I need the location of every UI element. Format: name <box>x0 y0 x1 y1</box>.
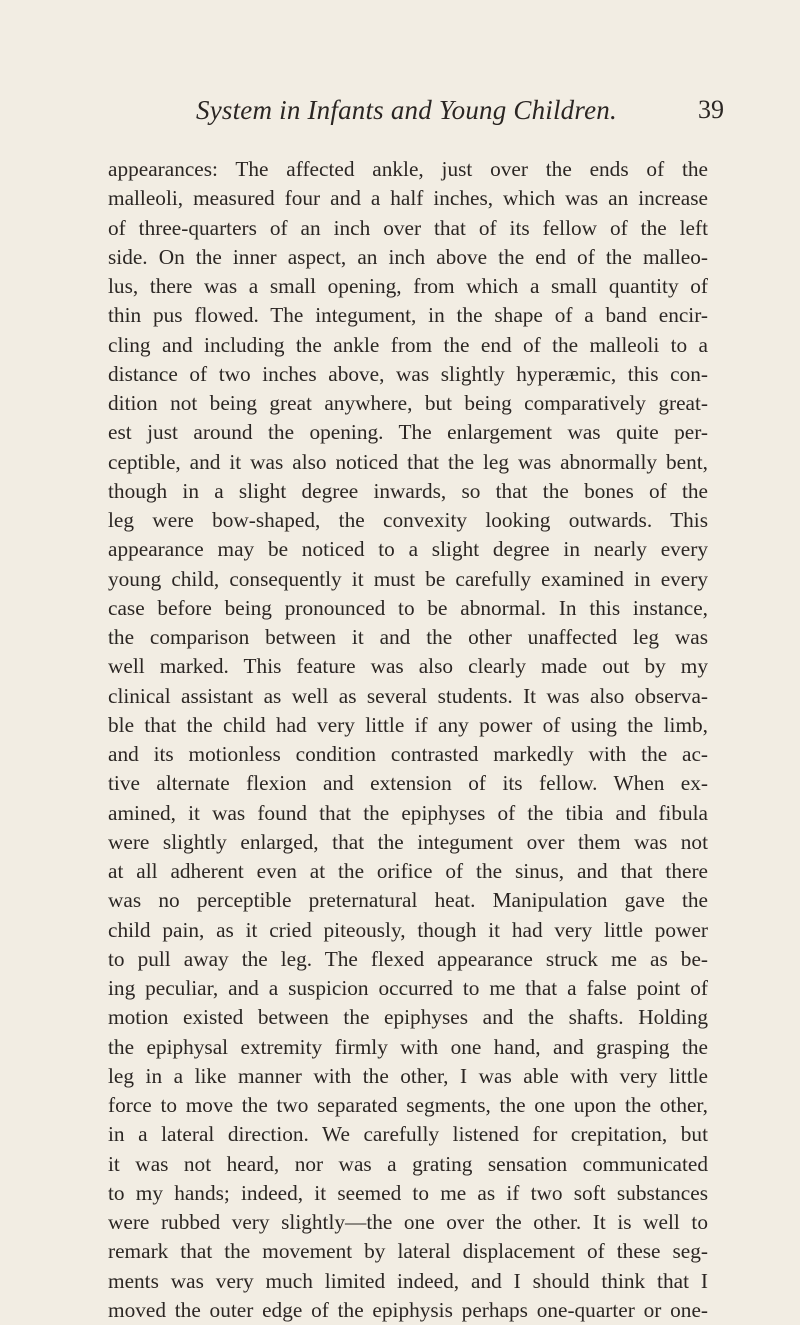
text-line: amined, it was found that the epiphyses of the tibia and fibula <box>108 800 708 825</box>
text-line: distance of two inches above, was slightly hyperæmic, this con- <box>108 361 708 386</box>
text-line: thin pus flowed. The integument, in the shape of a band encir- <box>108 303 708 328</box>
text-line: leg were bow-shaped, the convexity looking outwards. This <box>108 508 708 532</box>
text-line: ceptible, and it was also noticed that the leg was abnormally bent, <box>108 449 708 474</box>
text-line: malleoli, measured four and a half inches, which was an increase <box>108 186 708 211</box>
text-line: case before being pronounced to be abnormal. In this instance, <box>108 595 708 620</box>
text-line: appearances: The affected ankle, just over the ends of the <box>108 157 708 181</box>
text-line: side. On the inner aspect, an inch above the end of the malleo- <box>108 244 708 269</box>
text-line: though in a slight degree inwards, so that the bones of the <box>108 478 708 503</box>
text-line: lus, there was a small opening, from which a small quantity of <box>108 274 708 298</box>
text-line: ing peculiar, and a suspicion occurred to me that a false point of <box>108 976 708 1000</box>
running-title: System in Infants and Young Children. <box>196 95 617 125</box>
text-line: ble that the child had very little if any power of using the limb, <box>108 712 708 737</box>
text-line: well marked. This feature was also clearly made out by my <box>108 654 708 679</box>
text-line: est just around the opening. The enlargement was quite per- <box>108 420 708 445</box>
text-line: in a lateral direction. We carefully listened for crepitation, but <box>108 1122 708 1147</box>
text-line: were slightly enlarged, that the integument over them was not <box>108 829 708 854</box>
text-line: it was not heard, nor was a grating sensation communicated <box>108 1151 708 1176</box>
text-line: the epiphysal extremity firmly with one hand, and grasping the <box>108 1034 708 1059</box>
text-line: of three-quarters of an inch over that of its fellow of the left <box>108 215 708 240</box>
text-line: clinical assistant as well as several students. It was also observa- <box>108 683 708 708</box>
text-line: was no perceptible preternatural heat. Manipulation gave the <box>108 888 708 913</box>
text-line: at all adherent even at the orifice of the sinus, and that there <box>108 859 708 883</box>
text-line: moved the outer edge of the epiphysis perhaps one-quarter or one- <box>108 1297 708 1322</box>
text-line: ments was very much limited indeed, and I should think that I <box>108 1268 708 1293</box>
text-line: were rubbed very slightly—the one over the other. It is well to <box>108 1210 708 1234</box>
text-line: tive alternate flexion and extension of its fellow. When ex- <box>108 771 708 796</box>
text-line: the comparison between it and the other unaffected leg was <box>108 625 708 649</box>
text-line: young child, consequently it must be carefully examined in every <box>108 566 708 591</box>
page-number: 39 <box>698 95 724 124</box>
running-head <box>0 95 800 135</box>
text-line: dition not being great anywhere, but being comparatively great- <box>108 391 708 415</box>
text-line: cling and including the ankle from the end of the malleoli to a <box>108 332 708 357</box>
text-line: to pull away the leg. The flexed appearance struck me as be- <box>108 946 708 971</box>
text-line: to my hands; indeed, it seemed to me as if two soft substances <box>108 1180 708 1205</box>
text-line: force to move the two separated segments, the one upon the other, <box>108 1093 708 1117</box>
text-line: child pain, as it cried piteously, though it had very little power <box>108 917 708 942</box>
text-line: remark that the movement by lateral displacement of these seg- <box>108 1239 708 1264</box>
body-text <box>108 155 708 1325</box>
text-line: motion existed between the epiphyses and the shafts. Holding <box>108 1005 708 1030</box>
text-line: appearance may be noticed to a slight degree in nearly every <box>108 537 708 562</box>
text-line: and its motionless condition contrasted markedly with the ac- <box>108 742 708 766</box>
text-line: leg in a like manner with the other, I was able with very little <box>108 1063 708 1088</box>
